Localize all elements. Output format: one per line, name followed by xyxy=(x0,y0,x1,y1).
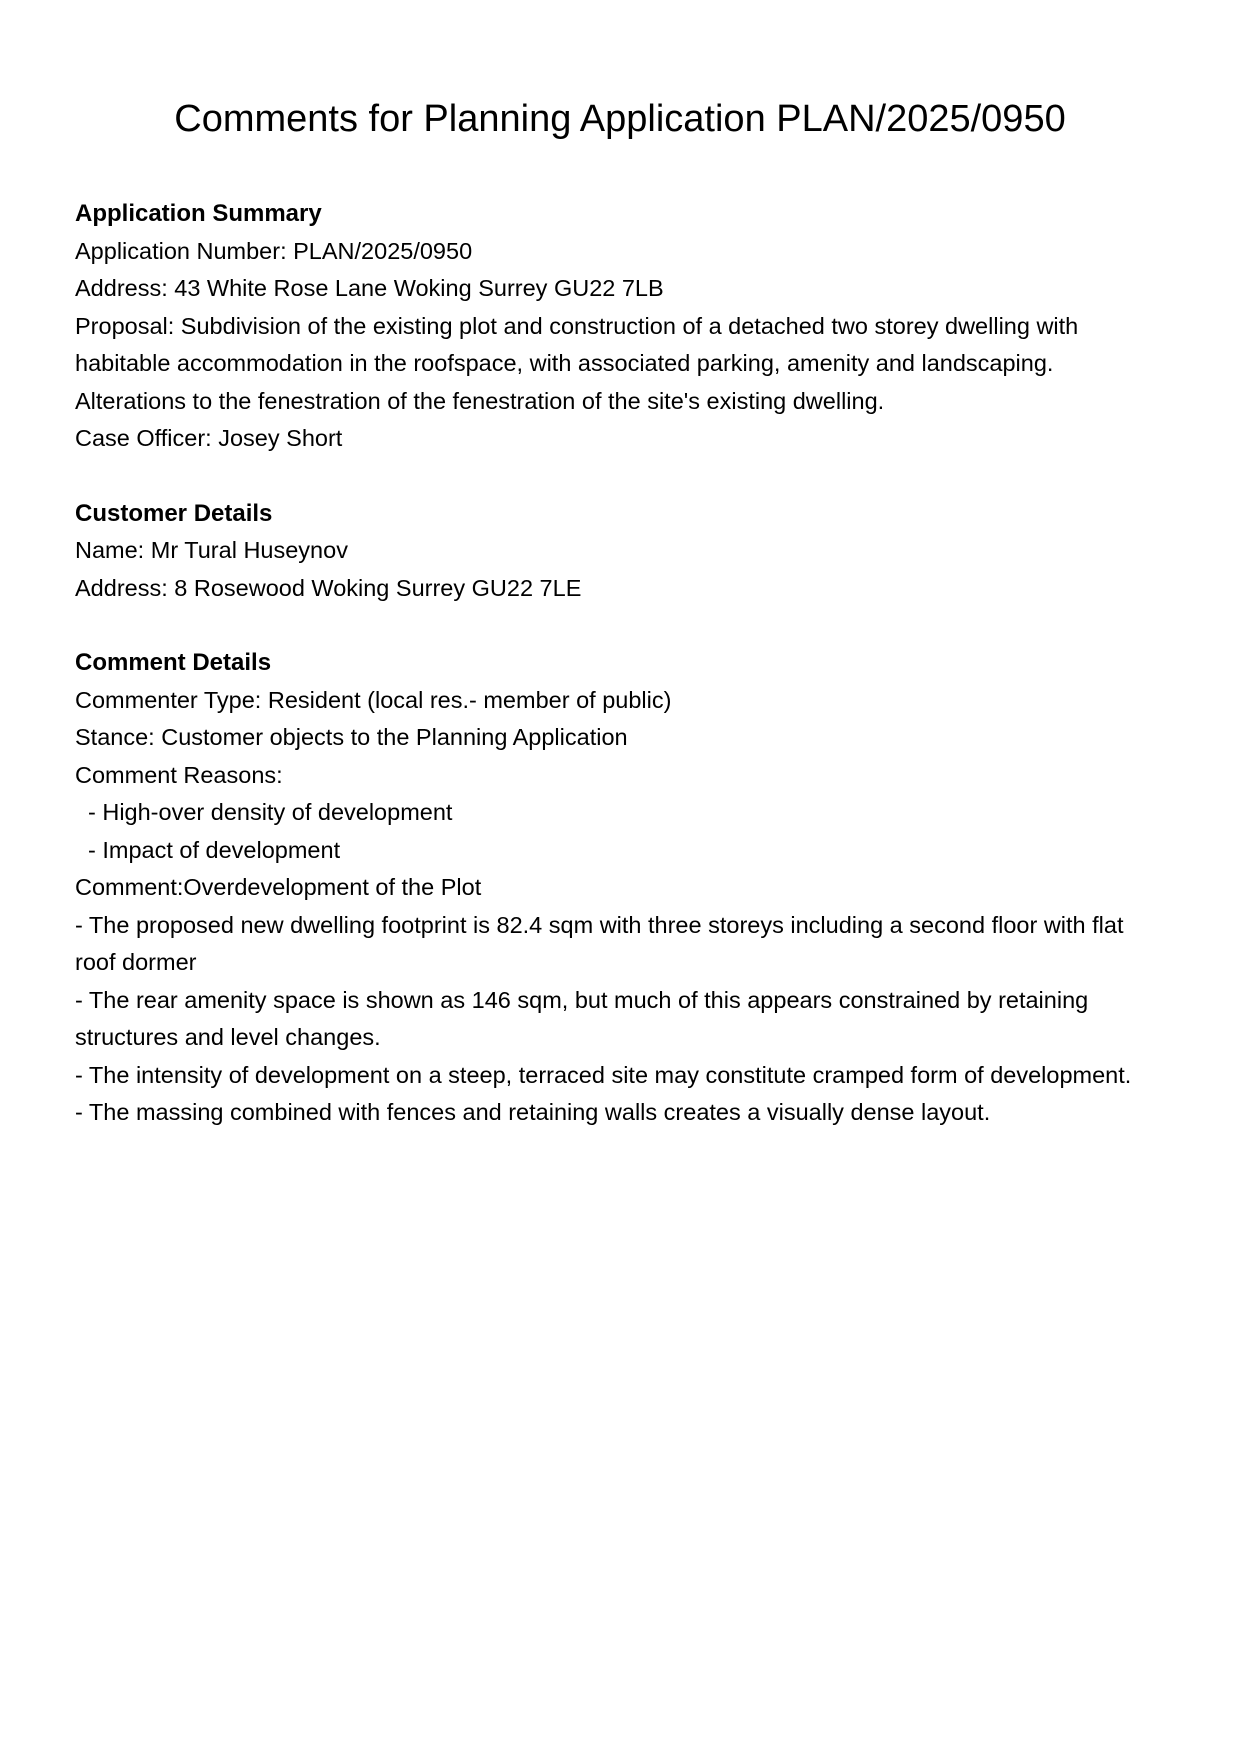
application-number: Application Number: PLAN/2025/0950 xyxy=(75,237,473,264)
comment-point: - The proposed new dwelling footprint is 82.4 sqm with three storeys including a second floor with flat roof dormer xyxy=(75,911,1124,975)
comment-reason-item: - Impact of development xyxy=(88,836,341,863)
application-summary-heading: Application Summary xyxy=(75,200,322,227)
comment-intro: Comment:Overdevelopment of the Plot xyxy=(75,874,482,900)
application-summary-section xyxy=(75,195,1165,458)
stance: Stance: Customer objects to the Planning Application xyxy=(75,724,628,750)
customer-details-heading: Customer Details xyxy=(75,499,273,527)
customer-address: Address: 8 Rosewood Woking Surrey GU22 7LE xyxy=(75,574,582,601)
application-proposal: Proposal: Subdivision of the existing plot and construction of a detached two storey dwelling with habitable accommodation in the roofspace, with associated parking, amenity and landscaping. Alterations to the fenestration of the fenestration of the site's existing dwelling. xyxy=(75,312,1079,414)
comment-reasons-label: Comment Reasons: xyxy=(75,761,283,788)
customer-name: Name: Mr Tural Huseynov xyxy=(75,537,348,563)
application-address: Address: 43 White Rose Lane Woking Surrey GU22 7LB xyxy=(75,275,664,301)
comment-details-heading: Comment Details xyxy=(75,649,272,676)
comment-details-section xyxy=(75,644,1165,1132)
document-title: Comments for Planning Application PLAN/2025/0950 xyxy=(174,98,1066,140)
comment-point: - The intensity of development on a steep, terraced site may constitute cramped form of development. xyxy=(75,1061,1132,1088)
commenter-type: Commenter Type: Resident (local res.- member of public) xyxy=(75,686,672,713)
customer-details-section xyxy=(75,495,1165,608)
case-officer: Case Officer: Josey Short xyxy=(75,425,343,451)
comment-reason-item: - High-over density of development xyxy=(88,799,453,825)
comment-point: - The massing combined with fences and retaining walls creates a visually dense layout. xyxy=(75,1099,991,1125)
comment-point: - The rear amenity space is shown as 146 sqm, but much of this appears constrained by retaining structures and level changes. xyxy=(75,986,1089,1050)
